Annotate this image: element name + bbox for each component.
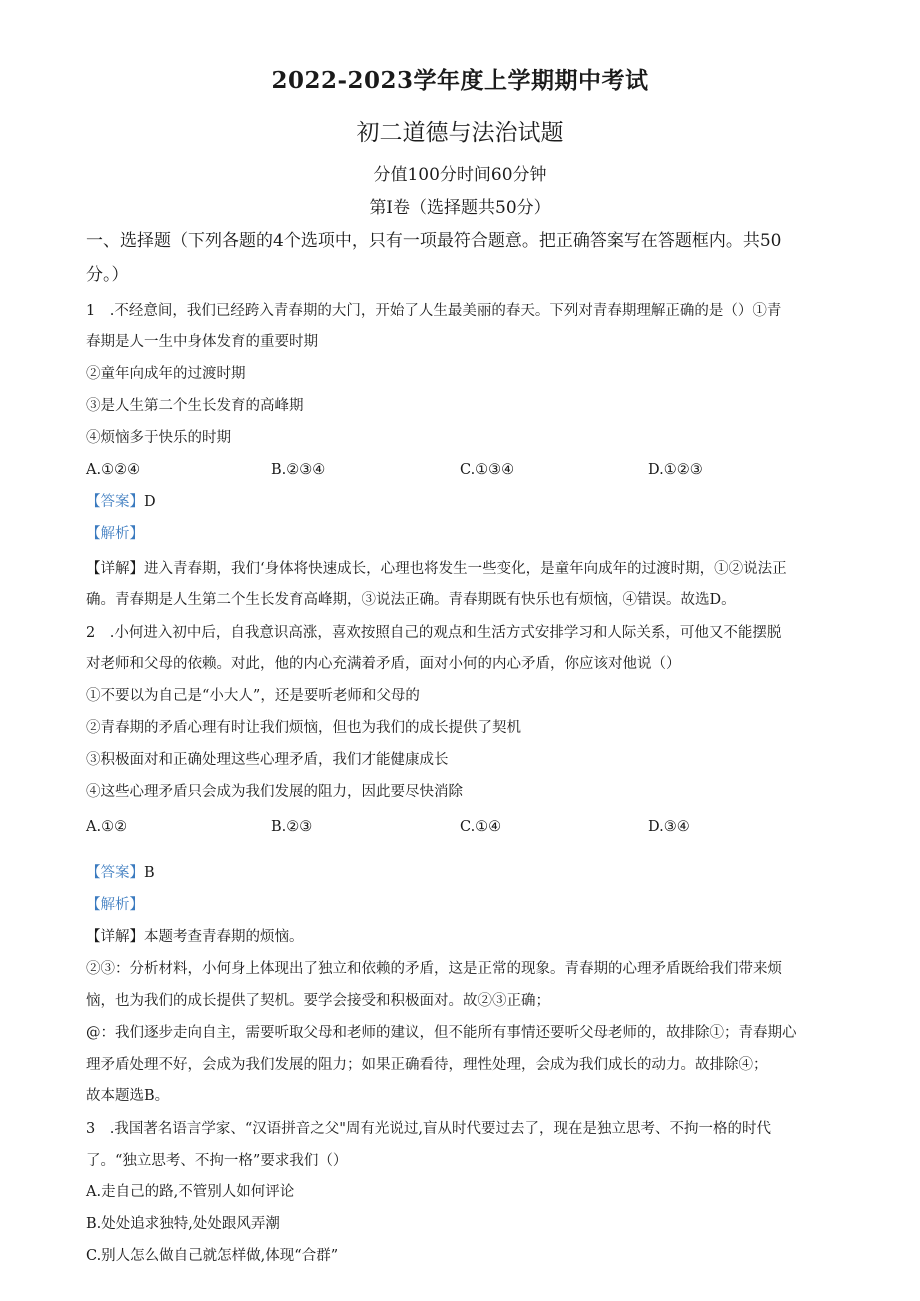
q3-option-b: B.处处追求独特,处处跟风弄潮 [86, 1216, 280, 1232]
q2-option-b: B.②③ [271, 819, 313, 835]
q2-answer [86, 862, 838, 884]
q2-stem-line1: 2 .小何进入初中后，自我意识高涨，喜欢按照自己的观点和生活方式安排学习和人际关系，可他又不能摆脱 [86, 625, 782, 641]
q3-stem-line2: 了。“独立思考、不拘一格”要求我们（） [86, 1153, 348, 1169]
answer-tag: 【答案】 [86, 494, 144, 510]
score-time-line: 分值100分时间60分钟 [373, 165, 547, 185]
q3-option-c: C.别人怎么做自己就怎样做,体现“合群” [86, 1248, 339, 1264]
answer-tag: 【答案】 [86, 865, 144, 881]
q2-stem-line2: 对老师和父母的依赖。对此，他的内心充满着矛盾，面对小何的内心矛盾，你应该对他说（） [86, 656, 681, 672]
q1-item-3: ③是人生第二个生长发育的高峰期 [86, 398, 304, 414]
q2-option-d: D.③④ [648, 819, 690, 835]
q3-stem-line1: 3 .我国著名语言学家、“汉语拼音之父"周有光说过,盲从时代要过去了，现在是独立思考、不拘一格的时代 [86, 1121, 772, 1137]
q1-detail-line1: 【详解】进入青春期，我们‘身体将快速成长，心理也将发生一些变化，是童年向成年的过渡时期，①②说法正 [86, 561, 787, 577]
q3-option-a: A.走自己的路,不管别人如何评论 [86, 1184, 295, 1200]
q2-option-a: A.①② [86, 819, 128, 835]
q1-option-c: C.①③④ [460, 462, 515, 478]
q1-option-b: B.②③④ [271, 462, 326, 478]
section-instructions-line1: 一、选择题（下列各题的4个选项中，只有一项最符合题意。把正确答案写在答题框内。共50 [86, 231, 782, 251]
q2-option-c: C.①④ [460, 819, 502, 835]
exam-title: 2022-2023学年度上学期期中考试 [271, 67, 649, 94]
volume-heading: 第I卷（选择题共50分） [369, 198, 551, 218]
q2-item-1: ①不要以为自己是“小大人”，还是要听老师和父母的 [86, 688, 420, 704]
q1-stem-line1: 1 .不经意间，我们已经跨入青春期的大门，开始了人生最美丽的春天。下列对青春期理解正确的是（）①青 [86, 303, 782, 319]
q2-item-3: ③积极面对和正确处理这些心理矛盾，我们才能健康成长 [86, 752, 449, 768]
q2-answer-value: B [144, 865, 155, 881]
q1-item-2: ②童年向成年的过渡时期 [86, 366, 246, 382]
q1-option-a: A.①②④ [86, 462, 141, 478]
q2-detail-line3: 恼，也为我们的成长提供了契机。要学会接受和积极面对。故②③正确； [86, 993, 550, 1009]
q1-item-4: ④烦恼多于快乐的时期 [86, 430, 231, 446]
q1-option-d: D.①②③ [648, 462, 703, 478]
exam-subtitle: 初二道德与法治试题 [356, 120, 564, 146]
q2-detail-line6: 故本题选B。 [86, 1088, 170, 1104]
q2-detail-line4: @：我们逐步走向自主，需要听取父母和老师的建议，但不能所有事情还要听父母老师的，故排除①；青春期心 [86, 1025, 797, 1041]
q1-stem-line2: 春期是人一生中身体发育的重要时期 [86, 334, 318, 350]
q2-detail-line1: 【详解】本题考查青春期的烦恼。 [86, 929, 304, 945]
q1-detail-line2: 确。青春期是人生第二个生长发育高峰期，③说法正确。青春期既有快乐也有烦恼，④错误。故选D。 [86, 592, 736, 608]
q2-item-2: ②青春期的矛盾心理有时让我们烦恼，但也为我们的成长提供了契机 [86, 720, 521, 736]
q2-item-4: ④这些心理矛盾只会成为我们发展的阻力，因此要尽快消除 [86, 784, 463, 800]
section-instructions-line2: 分。） [86, 265, 129, 285]
q1-answer-value: D [144, 494, 156, 510]
q1-analysis-tag: 【解析】 [86, 526, 144, 542]
q2-detail-line2: ②③：分析材料，小何身上体现出了独立和依赖的矛盾，这是正常的现象。青春期的心理矛盾既给我们带来烦 [86, 961, 782, 977]
q2-analysis-tag: 【解析】 [86, 897, 144, 913]
q1-answer [86, 491, 838, 513]
q2-detail-line5: 理矛盾处理不好，会成为我们发展的阻力；如果正确看待，理性处理，会成为我们成长的动力。故排除④； [86, 1057, 768, 1073]
